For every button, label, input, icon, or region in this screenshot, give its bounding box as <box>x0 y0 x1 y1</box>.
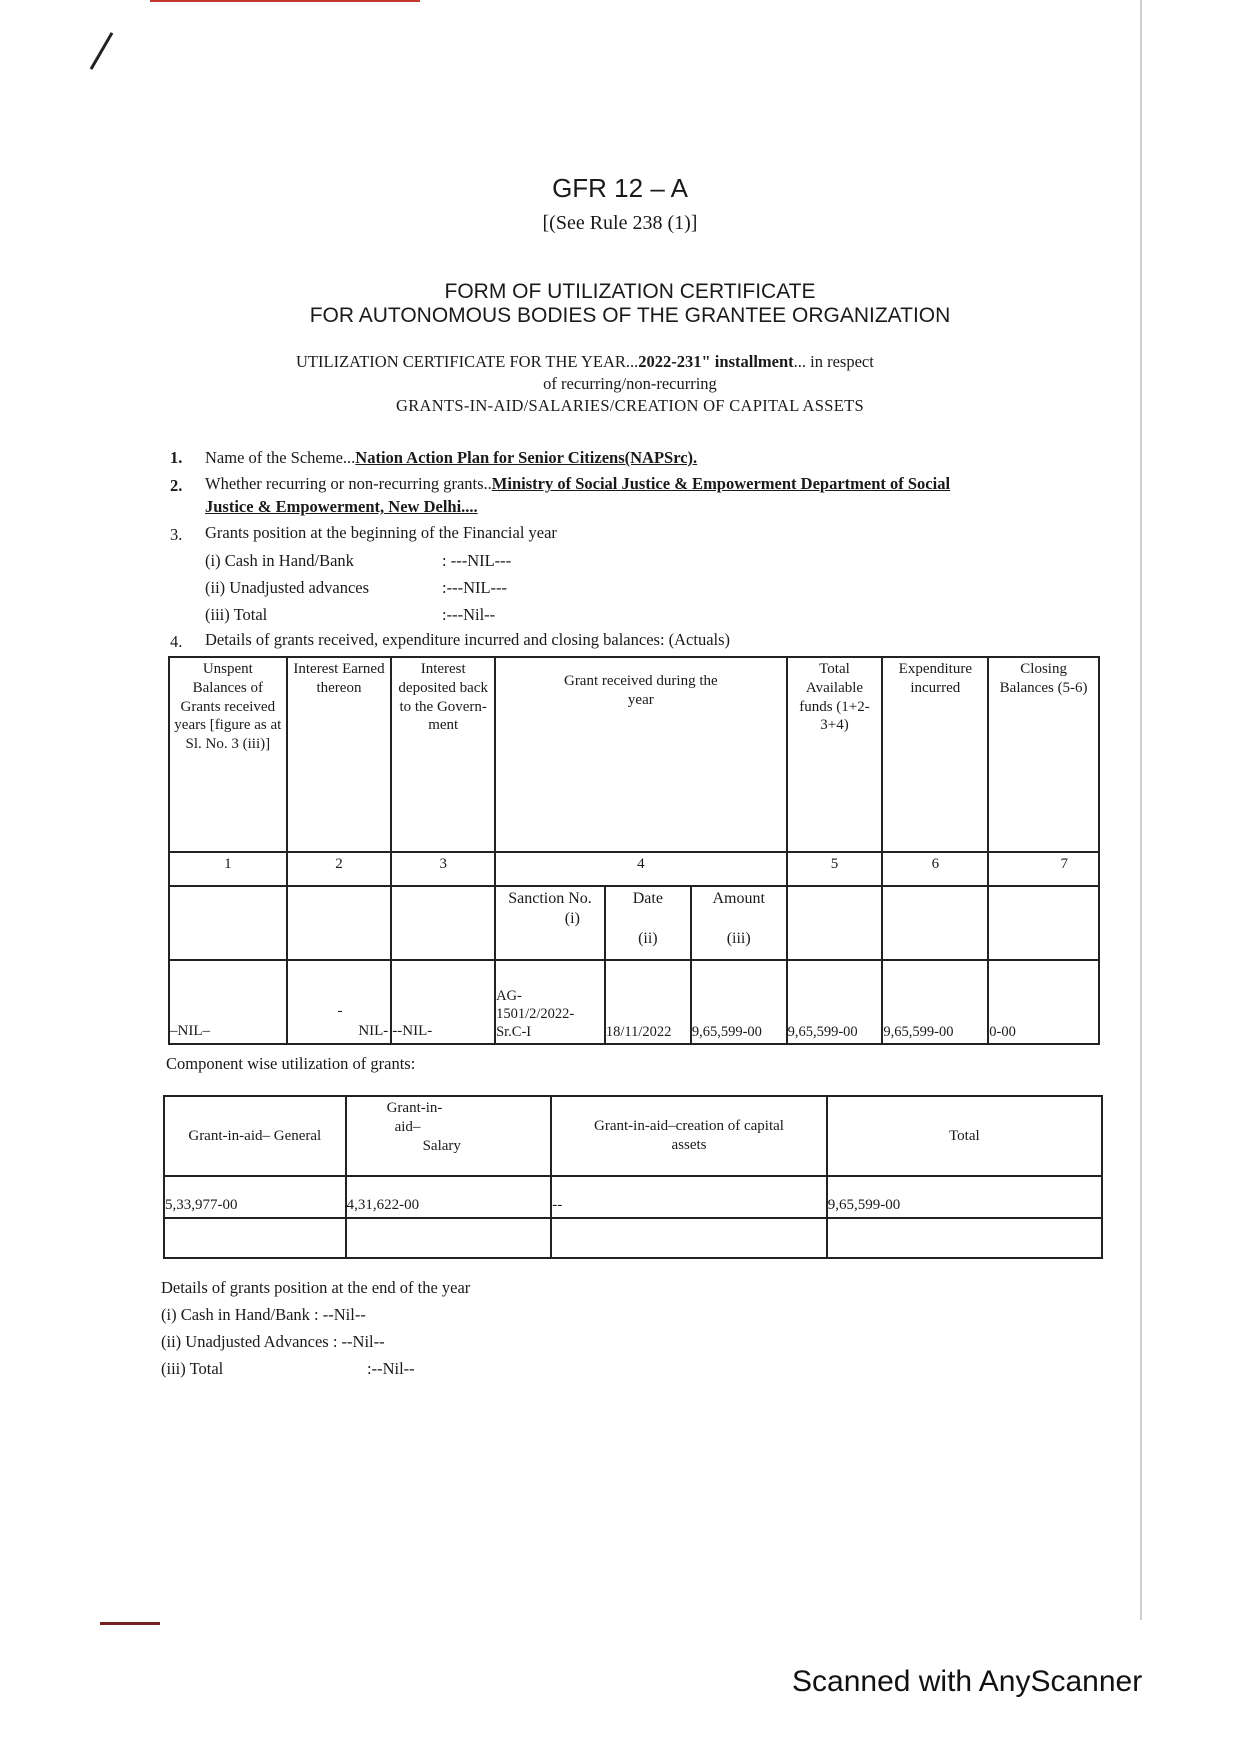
header-unspent-balances: Unspent Balances of Grants received years [figure as at Sl. No. 3 (iii)] <box>169 657 287 852</box>
item-number-2: 2. <box>170 476 183 495</box>
end-position-label: Details of grants position at the end of the year <box>161 1278 471 1297</box>
col-number-3: 3 <box>391 852 495 886</box>
uc-year: 2022-231" installment <box>638 352 794 371</box>
interest-earned-nil: NIL- <box>358 1023 389 1040</box>
recurring-value-line2: Justice & Empowerment, New Delhi.... <box>205 497 478 516</box>
details-label: Details of grants received, expenditure incurred and closing balances: (Actuals) <box>205 630 731 649</box>
cell-total-funds: 9,65,599-00 <box>787 960 883 1044</box>
amount-index: (iii) <box>726 930 751 947</box>
header-interest-earned: Interest Earned thereon <box>287 657 392 852</box>
unadjusted-advances-value: :---NIL--- <box>442 578 508 597</box>
cell-date: 18/11/2022 <box>605 960 691 1044</box>
cell-amount: 9,65,599-00 <box>691 960 787 1044</box>
unadjusted-advances-label: (ii) Unadjusted advances <box>205 578 370 597</box>
header-total-available: Total Available funds (1+2-3+4) <box>787 657 883 852</box>
cell-interest-earned <box>287 960 392 1044</box>
subheader-amount <box>691 886 787 960</box>
recurring-grants-row <box>205 474 950 494</box>
blank-cell <box>287 886 392 960</box>
scheme-label: Name of the Scheme... <box>205 448 356 467</box>
blank-cell <box>988 886 1099 960</box>
rule-reference: [(See Rule 238 (1)] <box>542 212 698 234</box>
cell-sanction-no: AG-1501/2/2022-Sr.C-I <box>495 960 605 1044</box>
total-label: (iii) Total <box>205 605 268 624</box>
total-value: :---Nil-- <box>442 605 496 624</box>
salary-line3: Salary <box>422 1137 461 1154</box>
cell-gia-capital: -- <box>551 1176 826 1218</box>
subheader-date <box>605 886 691 960</box>
scheme-name-row <box>205 448 697 468</box>
col-number-1: 1 <box>169 852 287 886</box>
sanction-index: (i) <box>564 910 580 927</box>
header-gia-general: Grant-in-aid– General <box>164 1096 346 1176</box>
sanction-label: Sanction No. <box>508 890 592 907</box>
end-total-label: (iii) Total <box>161 1359 224 1378</box>
header-gia-salary <box>346 1096 552 1176</box>
grants-details-table <box>168 656 1100 1045</box>
cell-expenditure: 9,65,599-00 <box>882 960 988 1044</box>
item-number-4: 4. <box>170 632 183 651</box>
cell-gia-salary: 4,31,622-00 <box>346 1176 552 1218</box>
blank-cell <box>169 886 287 960</box>
header-closing-balances: Closing Balances (5-6) <box>988 657 1099 852</box>
uc-prefix: UTILIZATION CERTIFICATE FOR THE YEAR... <box>296 352 639 371</box>
component-wise-label: Component wise utilization of grants: <box>166 1054 416 1073</box>
recurring-value-line1: Ministry of Social Justice & Empowerment Department of Social <box>491 474 951 493</box>
col-number-5: 5 <box>787 852 883 886</box>
scan-mark-top <box>150 0 420 2</box>
uc-suffix: ... in respect <box>793 352 874 371</box>
scan-mark-bottom <box>100 1622 160 1625</box>
header-gia-capital: Grant-in-aid–creation of capital assets <box>551 1096 826 1176</box>
cash-in-hand-label: (i) Cash in Hand/Bank <box>205 551 354 570</box>
component-utilization-table <box>163 1095 1103 1259</box>
header-interest-deposited: Interest deposited back to the Govern-ment <box>391 657 495 852</box>
end-total-value: :--Nil-- <box>367 1359 415 1378</box>
blank-cell <box>391 886 495 960</box>
col-number-7: 7 <box>988 852 1099 886</box>
scanner-watermark: Scanned with AnyScanner <box>792 1665 1143 1698</box>
item-number-3: 3. <box>170 525 183 544</box>
cash-in-hand-value: : ---NIL--- <box>442 551 512 570</box>
page-edge-shadow <box>1140 0 1142 1620</box>
header-expenditure: Expenditure incurred <box>882 657 988 852</box>
cell-interest-deposited: --NIL- <box>391 960 495 1044</box>
end-cash-in-hand: (i) Cash in Hand/Bank : --Nil-- <box>161 1305 366 1324</box>
form-code: GFR 12 – A <box>552 173 688 203</box>
col-number-4: 4 <box>495 852 787 886</box>
date-index: (ii) <box>638 930 658 947</box>
blank-cell <box>787 886 883 960</box>
blank-cell <box>346 1218 552 1258</box>
cell-unspent-nil: –NIL– <box>169 960 287 1044</box>
header-total: Total <box>827 1096 1102 1176</box>
recurring-label: Whether recurring or non-recurring grants.. <box>205 474 492 493</box>
amount-label: Amount <box>712 890 765 907</box>
grants-in-aid-line: GRANTS-IN-AID/SALARIES/CREATION OF CAPITAL ASSETS <box>396 396 864 415</box>
blank-cell <box>551 1218 826 1258</box>
salary-line1: Grant-in- <box>386 1100 443 1116</box>
col-number-2: 2 <box>287 852 392 886</box>
blank-cell <box>827 1218 1102 1258</box>
end-unadjusted-advances: (ii) Unadjusted Advances : --Nil-- <box>161 1332 385 1351</box>
recurring-line: of recurring/non-recurring <box>543 374 717 393</box>
pen-stroke-mark <box>90 32 114 70</box>
grants-position-label: Grants position at the beginning of the Financial year <box>205 523 557 542</box>
form-title-line2: FOR AUTONOMOUS BODIES OF THE GRANTEE ORGANIZATION <box>309 304 951 327</box>
cell-total: 9,65,599-00 <box>827 1176 1102 1218</box>
subheader-sanction <box>495 886 605 960</box>
col-number-6: 6 <box>882 852 988 886</box>
cell-gia-general: 5,33,977-00 <box>164 1176 346 1218</box>
form-title-line1: FORM OF UTILIZATION CERTIFICATE <box>444 280 816 303</box>
interest-dash: - <box>337 1002 343 1019</box>
scheme-value: Nation Action Plan for Senior Citizens(NAPSrc). <box>355 448 698 467</box>
blank-cell <box>164 1218 346 1258</box>
blank-cell <box>882 886 988 960</box>
header-grant-received: Grant received during the year <box>495 657 787 852</box>
uc-year-line <box>296 352 874 372</box>
salary-line2: aid– <box>394 1118 421 1135</box>
item-number-1: 1. <box>170 448 183 467</box>
recurring-value-line2-row <box>205 497 478 517</box>
date-label: Date <box>632 890 663 907</box>
cell-closing: 0-00 <box>988 960 1099 1044</box>
